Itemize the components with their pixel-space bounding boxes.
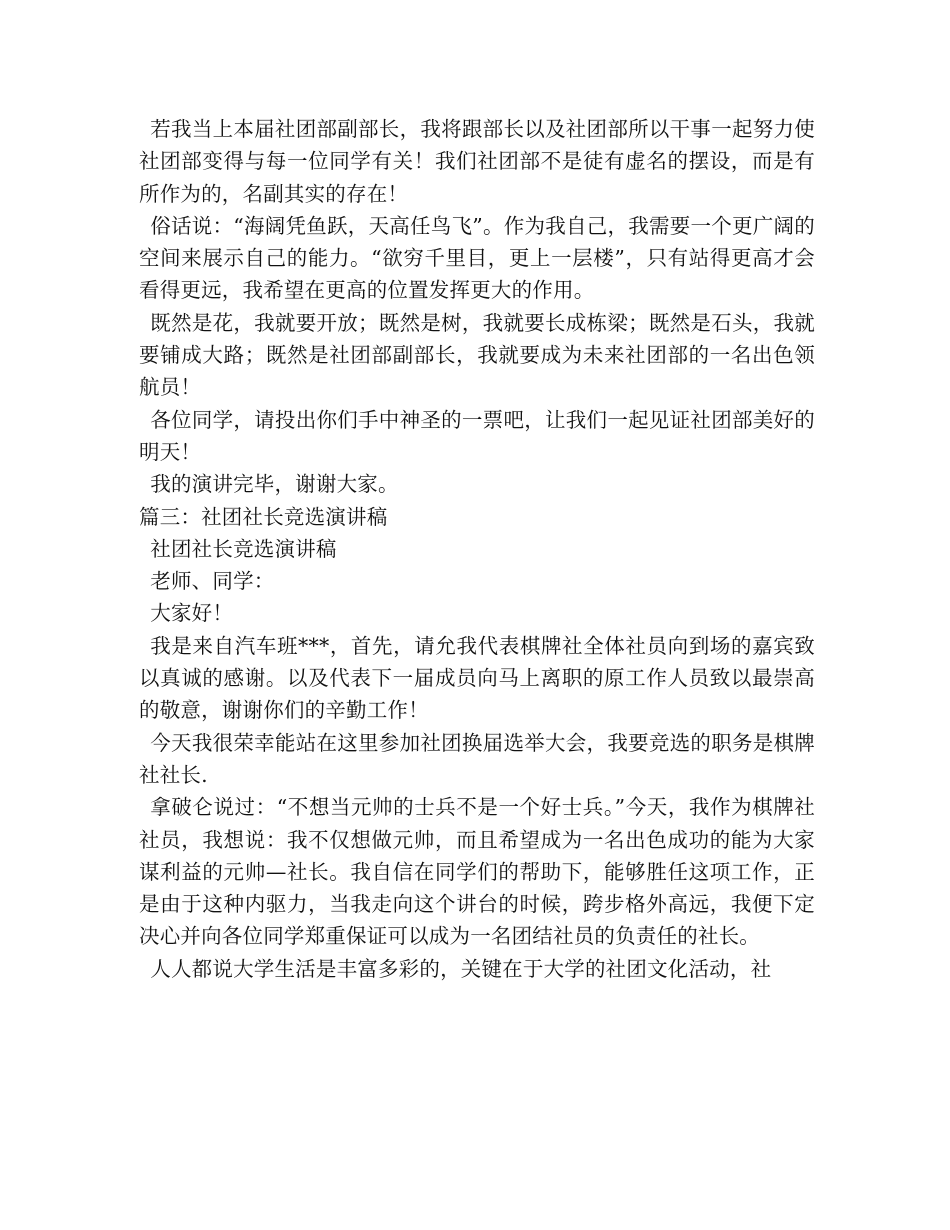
paragraph: 今天我很荣幸能站在这里参加社团换届选举大会，我要竞选的职务是棋牌社社长. [139, 730, 815, 787]
paragraph: 各位同学，请投出你们手中神圣的一票吧，让我们一起见证社团部美好的明天！ [139, 407, 815, 464]
document-page [139, 113, 815, 985]
salutation: 老师、同学： [150, 569, 275, 594]
paragraph: 若我当上本届社团部副部长，我将跟部长以及社团部所以干事一起努力使社团部变得与每一位同学有关！我们社团部不是徒有虚名的摆设，而是有所作为的，名副其实的存在！ [139, 117, 815, 206]
section-heading: 篇三：社团社长竞选演讲稿 [139, 504, 388, 529]
greeting: 大家好！ [150, 601, 234, 626]
paragraph: 俗话说：“海阔凭鱼跃，天高任鸟飞”。作为我自己，我需要一个更广阔的空间来展示自己的能力。“欲穷千里目，更上一层楼”，只有站得更高才会看得更远，我希望在更高的位置发挥更大的作用。 [139, 213, 815, 303]
paragraph: 我是来自汽车班***，首先，请允我代表棋牌社全体社员向到场的嘉宾致以真诚的感谢。以及代表下一届成员向马上离职的原工作人员致以最崇高的敬意，谢谢你们的辛勤工作！ [139, 633, 815, 723]
paragraph: 拿破仑说过：“不想当元帅的士兵不是一个好士兵。”今天，我作为棋牌社社员，我想说：我不仅想做元帅，而且希望成为一名出色成功的能为大家谋利益的元帅—社长。我自信在同学们的帮助下，能够胜任这项工作，正是由于这种内驱力，当我走向这个讲台的时候，跨步格外高远，我便下定决心并向各位同学郑重保证可以成为一名团结社员的负责任的社长。 [139, 795, 815, 949]
paragraph: 人人都说大学生活是丰富多彩的，关键在于大学的社团文化活动，社 [150, 956, 772, 981]
paragraph: 既然是花，我就要开放；既然是树，我就要长成栋梁；既然是石头，我就要铺成大路；既然是社团部副部长，我就要成为未来社团部的一名出色领航员！ [139, 310, 815, 400]
speech-title: 社团社长竞选演讲稿 [150, 536, 337, 561]
paragraph: 我的演讲完毕，谢谢大家。 [150, 472, 399, 497]
